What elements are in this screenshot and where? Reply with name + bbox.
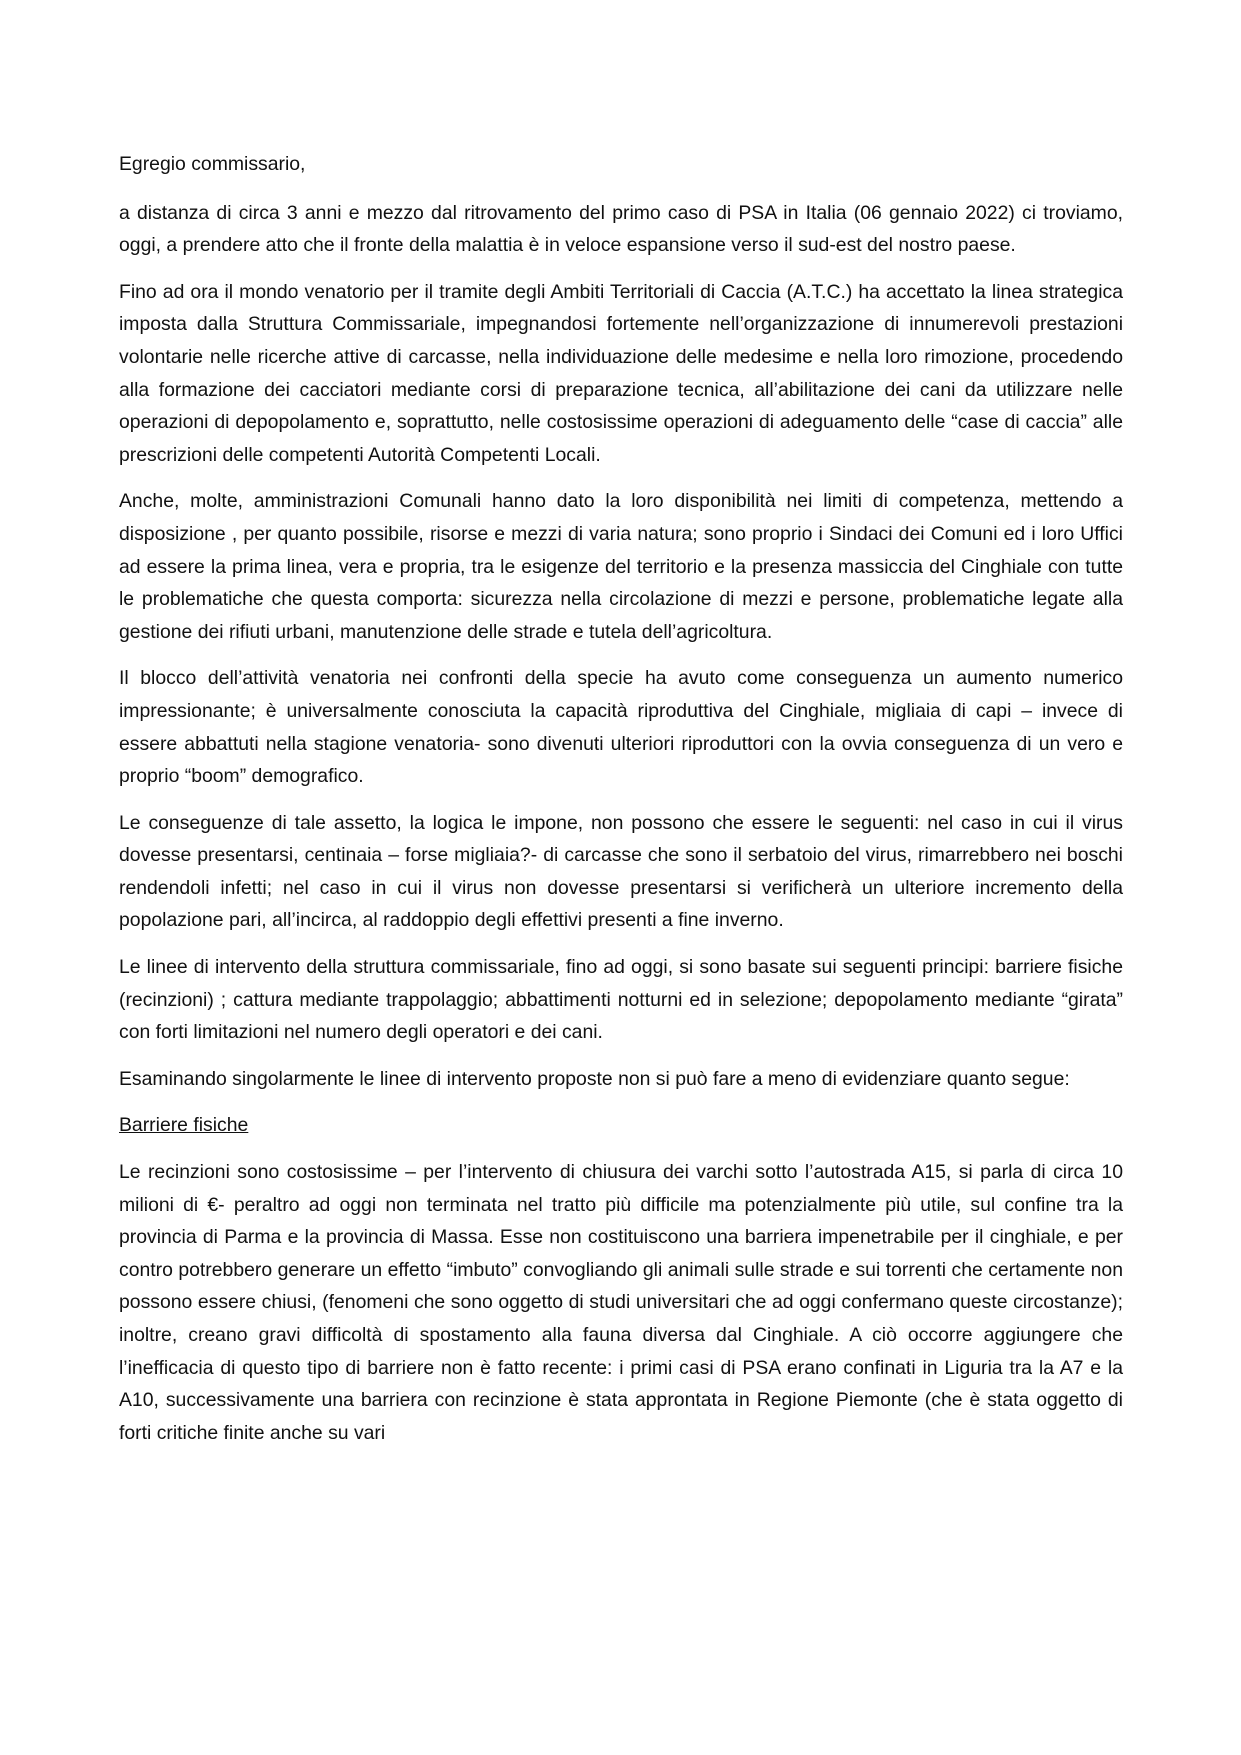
paragraph-municipalities: Anche, molte, amministrazioni Comunali hanno dato la loro disponibilità nei limiti di competenza, mettendo a disposizione , per quanto possibile, risorse e mezzi di varia natura; sono proprio i Sindaci dei Comuni ed i loro Uffici ad essere la prima linea, vera e propria, tra le esigenze del territorio e la presenza massiccia del Cinghiale con tutte le problematiche che questa comporta: sicurezza nella circolazione di mezzi e persone, problematiche legate alla gestione dei rifiuti urbani, manutenzione delle strade e tutela dell’agricoltura. (119, 490, 1123, 643)
paragraph-examining: Esaminando singolarmente le linee di intervento proposte non si può fare a meno di evidenziare quanto segue: (119, 1067, 1070, 1090)
paragraph-consequences: Le conseguenze di tale assetto, la logica le impone, non possono che essere le seguenti: nel caso in cui il virus dovesse presentarsi, centinaia – forse migliaia?- di carcasse che sono il serbatoio del virus, rimarrebbero nei boschi rendendoli infetti; nel caso in cui il virus non dovesse presentarsi si verificherà un ulteriore incremento della popolazione pari, all’incirca, al raddoppio degli effettivi presenti a fine inverno. (119, 811, 1123, 932)
section-heading-barriere-fisiche: Barriere fisiche (119, 1114, 249, 1137)
paragraph-fences: Le recinzioni sono costosissime – per l’intervento di chiusura dei varchi sotto l’autostrada A15, si parla di circa 10 milioni di €- peraltro ad oggi non terminata nel tratto più difficile ma potenzialmente più utile, sul confine tra la provincia di Parma e la provincia di Massa. Esse non costituiscono una barriera impenetrabile per il cinghiale, e per contro potrebbero generare un effetto “imbuto” convogliando gli animali sulle strade e sui torrenti che certamente non possono essere chiusi, (fenomeni che sono oggetto di studi universitari che ad oggi confermano queste circostanze); inoltre, creano gravi difficoltà di spostamento alla fauna diversa dal Cinghiale. A ciò occorre aggiungere che l’inefficacia di questo tipo di barriere non è fatto recente: i primi casi di PSA erano confinati in Liguria tra la A7 e la A10, successivamente una barriera con recinzione è stata approntata in Regione Piemonte (che è stata oggetto di forti critiche finite anche su vari (119, 1161, 1123, 1444)
paragraph-intervention-lines: Le linee di intervento della struttura commissariale, fino ad oggi, si sono basate sui seguenti principi: barriere fisiche (recinzioni) ; cattura mediante trappolaggio; abbattimenti notturni ed in selezione; depopolamento mediante “girata” con forti limitazioni nel numero degli operatori e dei cani. (119, 956, 1123, 1044)
paragraph-hunting-block: Il blocco dell’attività venatoria nei confronti della specie ha avuto come conseguenza un aumento numerico impressionante; è universalmente conosciuta la capacità riproduttiva del Cinghiale, migliaia di capi – invece di essere abbattuti nella stagione venatoria- sono divenuti ulteriori riproduttori con la ovvia conseguenza di un vero e proprio “boom” demografico. (119, 667, 1123, 788)
salutation: Egregio commissario, (119, 153, 306, 175)
paragraph-psa-expansion: a distanza di circa 3 anni e mezzo dal ritrovamento del primo caso di PSA in Italia (06 gennaio 2022) ci troviamo, oggi, a prendere atto che il fronte della malattia è in veloce espansione verso il sud-est del nostro paese. (119, 201, 1123, 257)
paragraph-hunting-world: Fino ad ora il mondo venatorio per il tramite degli Ambiti Territoriali di Caccia (A.T.C.) ha accettato la linea strategica imposta dalla Struttura Commissariale, impegnandosi fortemente nell’organizzazione di innumerevoli prestazioni volontarie nelle ricerche attive di carcasse, nella individuazione delle medesime e nella loro rimozione, procedendo alla formazione dei cacciatori mediante corsi di preparazione tecnica, all’abilitazione dei cani da utilizzare nelle operazioni di depopolamento e, soprattutto, nelle costosissime operazioni di adeguamento delle “case di caccia” alle prescrizioni delle competenti Autorità Competenti Locali. (119, 280, 1123, 466)
letter-page (119, 148, 1123, 1463)
